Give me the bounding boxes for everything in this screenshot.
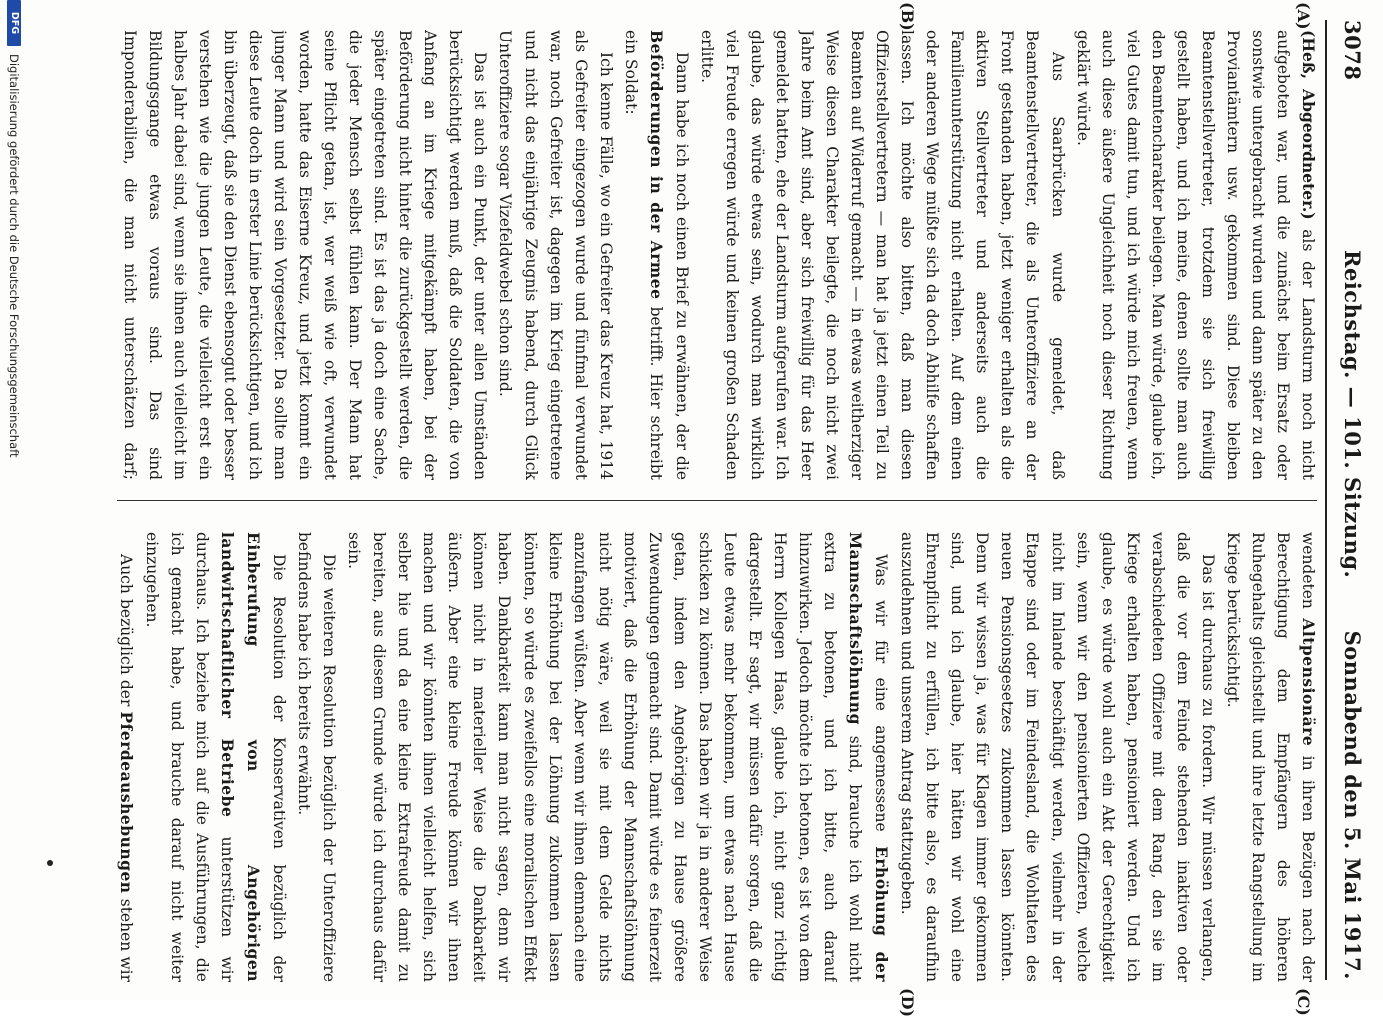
page-number: 3078 (1340, 20, 1365, 81)
emphasized-term: Pferdeaushebungen (116, 711, 136, 894)
paragraph-text: Was wir für eine angemessene (872, 554, 891, 847)
left-column (116, 30, 1321, 480)
right-column (116, 532, 1321, 982)
emphasized-term: Beförderungen in der Armee (646, 30, 666, 300)
paragraph (618, 30, 694, 480)
paragraph-text: betrifft. Hier schreibt ein Soldat: (621, 30, 665, 480)
paragraph-text: Dann habe ich noch einen Brief zu erwähnen, der die (672, 52, 691, 480)
paragraph-text: Auch bezüglich der (116, 554, 135, 712)
paragraph: Das ist auch ein Punkt, der unter allen Umständen berücksichtigt werden muß, daß die Soldaten, die von Anfang an im Kriege mitgekämpft haben, bei der Beförderung nicht hinter die zurückgestellt werden, die später eingetreten sind. Es ist das ja doch eine Sache, die jeder Mensch selbst fühlen kann. Der Mann hat seine Pflicht getan, ist, wer weiß wie oft, verwundet worden, hatte das Eiserne Kreuz, und jetzt kommt ein junger Mann und wird sein Vorgesetzter. Da sollte man diese Leute doch in erster Linie berücksichtigen, und ich bin überzeugt, daß sie den Dienst ebensogut oder besser verstehen wie die jungen Leute, die vielleicht erst ein halbes Jahr dabei sind, wenn sie ihnen auch vielleicht im Bildungsgange etwas voraus sind. Das sind Imponderabilien, die man nicht unterschätzen darf; (120, 30, 490, 480)
paragraph: Aus Saarbrücken wurde gemeldet, daß Beamtenstellvertreter, die als Unteroffiziere an der Front gestanden haben, jetzt weniger erhalten als die aktiven Stellvertreter und anderseits auch die Familienunterstützung nicht erhalten. Auf dem einen oder anderen Wege müßte sich da doch Abhilfe schaffen lassen. Ich möchte also bitten, daß man diesen Offizierstellvertretern — man hat ja jetzt einen Teil zu Beamten auf Widerruf gemacht — in etwas weitherziger Weise diesen Charakter beilegte, die noch nicht zwei Jahre beim Amt sind, aber sich freiwillig für das Heer gemeldet hatten, ehe der Landsturm aufgerufen war. Ich glaube, das würde etwas sein, wodurch man wirklich viel Freude erregen würde und keinen großen Schaden erlitte. (697, 30, 1067, 480)
margin-marker-a: (A) (1294, 2, 1313, 30)
session-title: Reichstag. — 101. Sitzung. (1340, 250, 1365, 579)
speaker-name: (Heß, Abgeordneter.) (1299, 30, 1318, 220)
paragraph (139, 532, 291, 982)
paragraph: Die weiteren Resolution bezüglich der Unteroffiziere befindens habe ich bereits erwähnt. (295, 532, 339, 982)
running-head (1325, 20, 1383, 980)
paragraph-text: wendeten (1299, 532, 1317, 619)
paragraph (1220, 532, 1321, 982)
paragraph-text: sind, brauche ich wohl nicht extra zu betonen, und ich bitte, auch darauf hinzuwirken. Jedoch möchte ich betonen, es ist von dem Herrn Kollegen Haas, glaube ich, nicht ganz richtig dargestellt. Er sagt, wir müssen dafür sorgen, daß die Leute etwas mehr bekommen, um etwas nach Hause schicken zu können. Das haben wir ja in anderer Weise getan, indem den Angehörigen zu Hause größere Zuwendungen gemacht sind. Damit würde es feinerzeit motiviert, daß die Erhöhung der Mannschaftslöhnung nicht nötig wäre, weil sie mit dem Gelde nichts anzufangen wüßten. Aber wenn wir ihnen demnach eine kleine Erhöhung bei der Löhnung zukommen lassen könnten, so würde es zweifellos eine moralischen Effekt haben. Dankbarkeit kann man nicht sagen, denn wir können nicht in materieller Weise die Dankbarkeit äußern. Aber eine kleine Freude können wir ihnen machen und wir könnten ihnen vielleicht helfen, sich selber hie und da eine kleine Extrafreude damit zu bereiten, aus diesem Grunde würde ich durchaus dafür sein. (345, 532, 865, 982)
paragraph-text: als der Landsturm noch nicht aufgeboten war, und die zunächst beim Ersatz oder sonstwie untergebracht wurden und dann später zu den Proviantämtern usw. gekommen sind. Diese bleiben Beamtenstellvertreter, trotzdem sie sich freiwillig gestellt haben, und ich meine, denen sollte man auch den Beamtencharakter beilegen. Man würde, glaube ich, viel Gutes damit tun, und ich würde mich freuen, wenn auch diese äußere Ungleichheit noch dieser Richtung geklärt würde. (1073, 30, 1317, 480)
margin-marker-c: (C) (1294, 988, 1313, 1016)
paragraph (1070, 30, 1321, 480)
emphasized-term: Altpensionäre (1299, 618, 1318, 747)
dfg-logo: DFG (7, 0, 21, 46)
paragraph-text: Die Resolution der Konservativen bezüglich der (270, 554, 289, 982)
paragraph-text: in ihren Bezügen nach der Berechtigung dem Empfängern des höheren Ruhegehalts gleichstellt und ihre letzte Rangstellung im Kriege berücksichtigt. (1223, 532, 1317, 982)
column-divider (117, 500, 1317, 501)
digitization-credit (3, 0, 23, 1000)
paragraph (341, 532, 894, 982)
margin-marker-d: (D) (898, 988, 917, 1017)
quotation: Ich kenne Fälle, wo ein Gefreiter das Kreuz hat, 1914 als Gefreiter eingezogen wurde und fünfmal verwundet war, noch Gefreiter ist, dagegen im Krieg eingetretene und nicht das einjährige Zeugnis habend, durch Glück Unteroffiziere sogar Vizefeldwebel schon sind. (496, 30, 615, 480)
session-date: Sonnabend den 5. Mai 1917. (1340, 630, 1365, 980)
emphasized-term: Erhöhung der Mannschaftslöhnung (846, 532, 892, 982)
paragraph (116, 532, 139, 982)
paragraph: Das ist durchaus zu fordern. Wir müssen verlangen, daß die vor dem Feinde stehenden inaktiven oder verabschiedeten Offiziere mit dem Rang, den sie im Kriege erhalten haben, pensioniert werden. Und ich glaube, es würde wohl auch ein Akt der Gerechtigkeit sein, wenn wir den pensionierten Offizieren, welche nicht im Inlande beschäftigt werden, vielmehr in der Etappe sind oder im Feindesland, die Wohltaten des neuen Pensionsgesetzes zukommen lassen könnten. Denn wir wissen ja, was für Klagen immer gekommen sind, und ich glaube, hier hätten wir wohl eine Ehrenpflicht zu erfüllen, ich bitte also, es daraufhin auszudehnen und unserem Antrag stattzugeben. (898, 532, 1217, 982)
ink-dot (47, 860, 53, 866)
emphasized-term: Einberufung von Angehörigen landwirtschaftlicher Betriebe (217, 532, 264, 982)
paragraph-text: unterstützen wir durchaus. Ich beziehe mich auf die Ausführungen, die ich gemacht habe, und brauche darauf nicht weiter einzugehen. (142, 532, 236, 982)
margin-marker-b: (B) (898, 2, 917, 31)
paragraph-text: stehen wir (116, 898, 135, 982)
credit-text: Digitalisierung gefördert durch die Deutsche Forschungsgemeinschaft (7, 54, 21, 458)
